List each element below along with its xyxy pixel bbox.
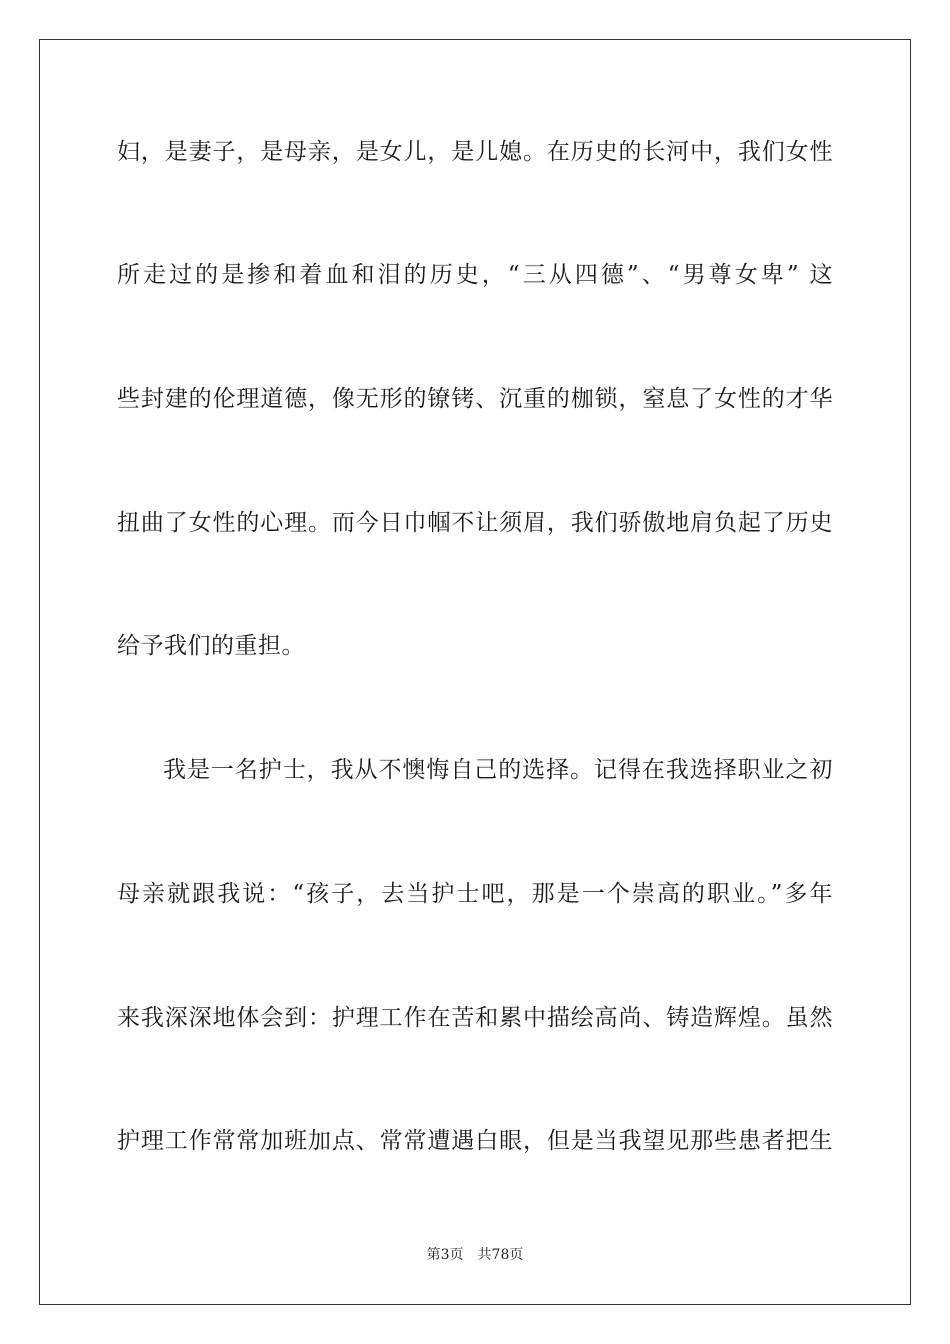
page-border	[39, 39, 911, 1305]
text-line-5: 给予我们的重担。	[117, 633, 305, 659]
text-line-6-paragraph-start: 我是一名护士，我从不懊悔自己的选择。记得在我选择职业之初	[163, 757, 833, 783]
page-number-footer: 第3页 共78页	[426, 1247, 524, 1263]
text-line-4: 扭曲了女性的心理。而今日巾帼不让须眉，我们骄傲地肩负起了历史	[117, 510, 833, 536]
text-line-3: 些封建的伦理道德，像无形的镣铐、沉重的枷锁，窒息了女性的才华	[117, 386, 833, 412]
text-line-9: 护理工作常常加班加点、常常遭遇白眼，但是当我望见那些患者把生	[117, 1128, 833, 1154]
text-line-1: 妇，是妻子，是母亲，是女儿，是儿媳。在历史的长河中，我们女性	[117, 139, 833, 165]
text-line-7: 母亲就跟我说：“孩子，去当护士吧，那是一个崇高的职业。”多年	[117, 881, 833, 907]
text-line-8: 来我深深地体会到：护理工作在苦和累中描绘高尚、铸造辉煌。虽然	[117, 1005, 833, 1031]
text-line-2: 所走过的是掺和着血和泪的历史，“三从四德”、“男尊女卑” 这	[117, 262, 833, 288]
